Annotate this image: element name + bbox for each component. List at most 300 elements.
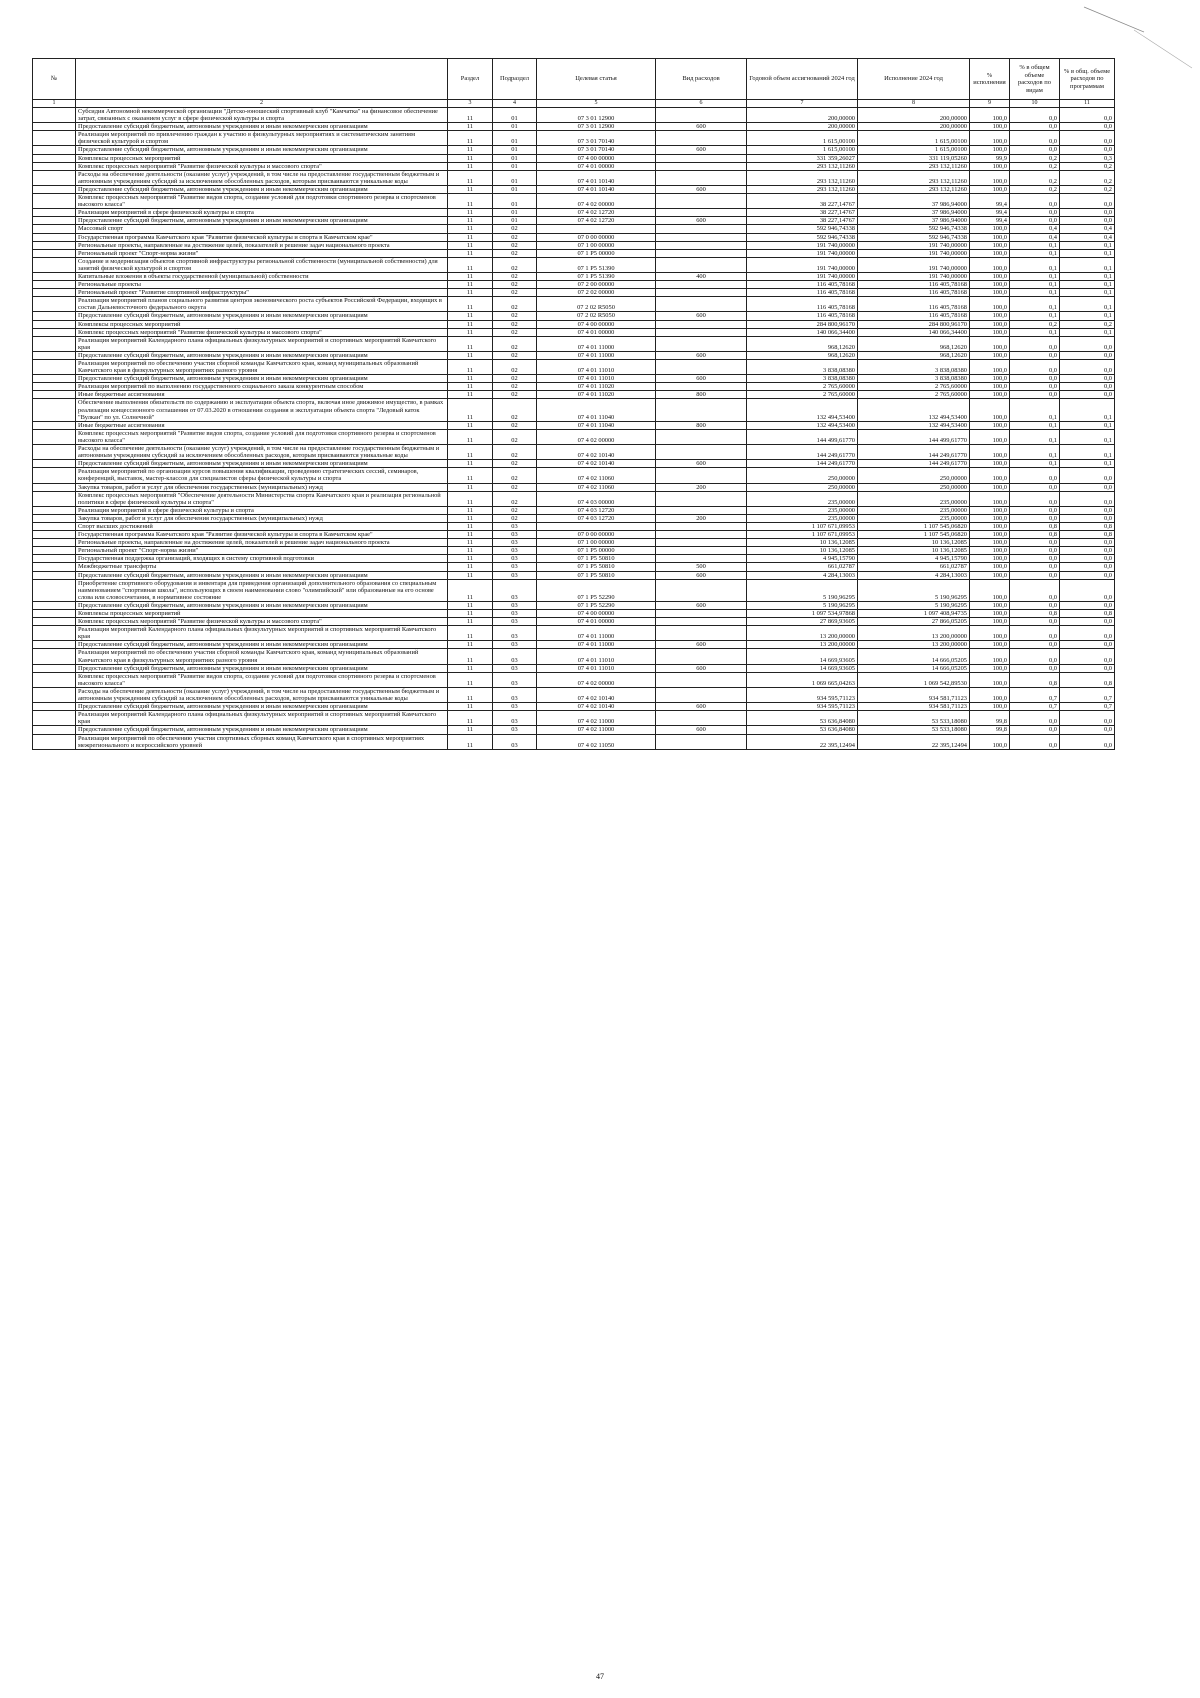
row-podrazdel-cell: 03	[493, 726, 537, 734]
row-plan-cell: 592 946,74338	[747, 225, 858, 233]
row-pct-cell: 100,0	[970, 383, 1010, 391]
row-vr-cell	[656, 249, 747, 257]
row-plan-cell: 144 499,61770	[747, 429, 858, 444]
row-share-program-cell: 0,1	[1060, 257, 1115, 272]
row-vr-cell	[656, 336, 747, 351]
row-fact-cell: 132 494,53400	[858, 421, 970, 429]
row-share-program-cell: 0,0	[1060, 555, 1115, 563]
table-row	[33, 209, 1115, 217]
row-podrazdel-cell: 02	[493, 328, 537, 336]
row-share-program-cell: 0,0	[1060, 506, 1115, 514]
row-vr-cell: 500	[656, 563, 747, 571]
row-razdel-cell: 11	[448, 579, 493, 601]
row-csr-cell: 07 1 P5 00000	[537, 249, 656, 257]
row-pct-cell: 100,0	[970, 108, 1010, 123]
row-number-cell	[33, 514, 76, 522]
row-podrazdel-cell: 02	[493, 289, 537, 297]
row-share-total-cell: 0,0	[1010, 641, 1060, 649]
table-row	[33, 162, 1115, 170]
row-fact-cell: 14 666,05205	[858, 664, 970, 672]
row-number-cell	[33, 531, 76, 539]
row-podrazdel-cell: 03	[493, 547, 537, 555]
row-plan-cell: 934 595,71123	[747, 703, 858, 711]
col-header-razdel: Раздел	[448, 59, 493, 100]
row-csr-cell: 07 4 01 11040	[537, 421, 656, 429]
row-plan-cell: 132 494,53400	[747, 421, 858, 429]
table-row	[33, 383, 1115, 391]
row-share-program-cell: 0,1	[1060, 429, 1115, 444]
row-razdel-cell: 11	[448, 146, 493, 154]
row-plan-cell: 293 132,11260	[747, 185, 858, 193]
row-number-cell	[33, 711, 76, 726]
row-podrazdel-cell: 02	[493, 249, 537, 257]
row-podrazdel-cell: 02	[493, 257, 537, 272]
row-vr-cell	[656, 225, 747, 233]
table-row	[33, 360, 1115, 375]
row-podrazdel-cell: 01	[493, 123, 537, 131]
row-share-total-cell: 0,1	[1010, 429, 1060, 444]
row-csr-cell: 07 1 P5 50810	[537, 571, 656, 579]
row-plan-cell: 200,00000	[747, 123, 858, 131]
row-name-cell: Комплексы процессных мероприятий	[76, 154, 448, 162]
row-plan-cell: 53 636,84080	[747, 726, 858, 734]
row-share-total-cell: 0,0	[1010, 726, 1060, 734]
row-name-cell: Реализация мероприятий по организации курсов повышения квалификации, проведению стратегических сессий, семинаров, конференций, выставок, мастер-классов для специалистов сферы физической культуры и спорта	[76, 468, 448, 483]
row-fact-cell: 934 581,71123	[858, 687, 970, 702]
row-share-program-cell: 0,0	[1060, 217, 1115, 225]
row-razdel-cell: 11	[448, 563, 493, 571]
row-csr-cell: 07 4 02 11000	[537, 711, 656, 726]
row-share-total-cell: 0,2	[1010, 154, 1060, 162]
row-csr-cell: 07 1 00 00000	[537, 539, 656, 547]
row-podrazdel-cell: 03	[493, 539, 537, 547]
row-plan-cell: 10 136,12085	[747, 547, 858, 555]
row-plan-cell: 13 200,00000	[747, 641, 858, 649]
row-plan-cell: 5 190,96295	[747, 579, 858, 601]
row-pct-cell: 100,0	[970, 233, 1010, 241]
row-razdel-cell: 11	[448, 483, 493, 491]
row-podrazdel-cell: 01	[493, 217, 537, 225]
row-share-total-cell: 0,0	[1010, 664, 1060, 672]
row-share-total-cell: 0,2	[1010, 320, 1060, 328]
row-pct-cell: 100,0	[970, 460, 1010, 468]
row-name-cell: Комплекс процессных мероприятий "Развитие видов спорта, создание условий для подготовки спортивного резерва и спортсменов высокого класса"	[76, 429, 448, 444]
row-share-program-cell: 0,1	[1060, 297, 1115, 312]
table-row	[33, 257, 1115, 272]
row-share-total-cell: 0,0	[1010, 563, 1060, 571]
row-fact-cell: 592 946,74338	[858, 225, 970, 233]
row-csr-cell: 07 4 01 11010	[537, 664, 656, 672]
row-share-total-cell: 0,0	[1010, 514, 1060, 522]
row-name-cell: Государственная программа Камчатского края "Развитие физической культуры и спорта в Камчатском крае"	[76, 233, 448, 241]
table-row	[33, 146, 1115, 154]
row-share-program-cell: 0,1	[1060, 328, 1115, 336]
row-name-cell: Предоставление субсидий бюджетным, автономным учреждениям и иным некоммерческим организациям	[76, 351, 448, 359]
row-number-cell	[33, 522, 76, 530]
row-plan-cell: 1 097 534,97868	[747, 610, 858, 618]
row-pct-cell: 100,0	[970, 649, 1010, 664]
row-number-cell	[33, 336, 76, 351]
row-podrazdel-cell: 02	[493, 336, 537, 351]
row-podrazdel-cell: 03	[493, 703, 537, 711]
row-podrazdel-cell: 02	[493, 383, 537, 391]
row-share-program-cell: 0,8	[1060, 672, 1115, 687]
row-plan-cell: 235,00000	[747, 514, 858, 522]
row-number-cell	[33, 351, 76, 359]
row-name-cell: Комплекс процессных мероприятий "Развитие видов спорта, создание условий для подготовки спортивного резерва и спортсменов высокого класса"	[76, 194, 448, 209]
row-fact-cell: 1 097 408,94735	[858, 610, 970, 618]
table-row	[33, 131, 1115, 146]
row-vr-cell	[656, 281, 747, 289]
row-vr-cell	[656, 531, 747, 539]
col-number: 6	[656, 100, 747, 108]
col-number: 4	[493, 100, 537, 108]
table-row	[33, 626, 1115, 641]
table-row	[33, 711, 1115, 726]
row-name-cell: Предоставление субсидий бюджетным, автономным учреждениям и иным некоммерческим организациям	[76, 664, 448, 672]
row-share-program-cell: 0,1	[1060, 312, 1115, 320]
row-pct-cell: 100,0	[970, 131, 1010, 146]
row-share-total-cell: 0,0	[1010, 649, 1060, 664]
row-csr-cell: 07 2 02 R5050	[537, 297, 656, 312]
row-podrazdel-cell: 01	[493, 131, 537, 146]
row-share-program-cell: 0,1	[1060, 445, 1115, 460]
row-csr-cell: 07 4 02 00000	[537, 672, 656, 687]
row-number-cell	[33, 185, 76, 193]
row-plan-cell: 1 107 671,09953	[747, 522, 858, 530]
row-number-cell	[33, 375, 76, 383]
row-razdel-cell: 11	[448, 297, 493, 312]
row-vr-cell	[656, 289, 747, 297]
row-number-cell	[33, 703, 76, 711]
row-csr-cell: 07 4 02 10140	[537, 703, 656, 711]
row-vr-cell	[656, 257, 747, 272]
row-vr-cell: 600	[656, 703, 747, 711]
row-number-cell	[33, 146, 76, 154]
row-vr-cell	[656, 241, 747, 249]
row-name-cell: Предоставление субсидий бюджетным, автономным учреждениям и иным некоммерческим организациям	[76, 460, 448, 468]
row-razdel-cell: 11	[448, 734, 493, 749]
row-number-cell	[33, 672, 76, 687]
table-row	[33, 272, 1115, 280]
row-podrazdel-cell: 01	[493, 146, 537, 154]
row-share-program-cell: 0,2	[1060, 320, 1115, 328]
row-razdel-cell: 11	[448, 571, 493, 579]
row-plan-cell: 1 615,00100	[747, 146, 858, 154]
row-razdel-cell: 11	[448, 375, 493, 383]
row-share-total-cell: 0,0	[1010, 491, 1060, 506]
row-name-cell: Предоставление субсидий бюджетным, автономным учреждениям и иным некоммерческим организациям	[76, 217, 448, 225]
row-csr-cell: 07 2 00 00000	[537, 281, 656, 289]
table-row	[33, 249, 1115, 257]
row-share-total-cell: 0,0	[1010, 108, 1060, 123]
table-row	[33, 289, 1115, 297]
row-vr-cell	[656, 445, 747, 460]
row-fact-cell: 116 405,78168	[858, 281, 970, 289]
row-share-total-cell: 0,1	[1010, 249, 1060, 257]
row-plan-cell: 3 838,08380	[747, 360, 858, 375]
table-row	[33, 170, 1115, 185]
row-vr-cell	[656, 468, 747, 483]
row-podrazdel-cell: 02	[493, 351, 537, 359]
table-body	[33, 108, 1115, 750]
row-fact-cell: 191 740,00000	[858, 249, 970, 257]
table-row	[33, 734, 1115, 749]
row-number-cell	[33, 563, 76, 571]
row-fact-cell: 5 190,96295	[858, 601, 970, 609]
row-razdel-cell: 11	[448, 421, 493, 429]
row-name-cell: Предоставление субсидий бюджетным, автономным учреждениям и иным некоммерческим организациям	[76, 641, 448, 649]
row-vr-cell	[656, 320, 747, 328]
row-share-program-cell: 0,2	[1060, 185, 1115, 193]
row-razdel-cell: 11	[448, 257, 493, 272]
row-fact-cell: 4 284,13003	[858, 571, 970, 579]
row-razdel-cell: 11	[448, 233, 493, 241]
table-row	[33, 522, 1115, 530]
col-number: 8	[858, 100, 970, 108]
row-fact-cell: 3 838,08380	[858, 360, 970, 375]
row-name-cell: Комплекс процессных мероприятий "Развитие физической культуры и массового спорта"	[76, 328, 448, 336]
row-plan-cell: 10 136,12085	[747, 539, 858, 547]
row-razdel-cell: 11	[448, 610, 493, 618]
table-row	[33, 664, 1115, 672]
table-row	[33, 217, 1115, 225]
row-share-program-cell: 0,4	[1060, 225, 1115, 233]
row-plan-cell: 1 615,00100	[747, 131, 858, 146]
row-pct-cell: 100,0	[970, 391, 1010, 399]
row-csr-cell: 07 4 02 11000	[537, 726, 656, 734]
row-plan-cell: 293 132,11260	[747, 170, 858, 185]
row-name-cell: Реализация мероприятий Календарного плана официальных физкультурных мероприятий и спортивных мероприятий Камчатского края	[76, 626, 448, 641]
row-pct-cell: 99,8	[970, 711, 1010, 726]
row-csr-cell: 07 4 01 00000	[537, 618, 656, 626]
row-fact-cell: 661,02787	[858, 563, 970, 571]
row-fact-cell: 191 740,00000	[858, 257, 970, 272]
row-pct-cell: 100,0	[970, 626, 1010, 641]
row-pct-cell: 100,0	[970, 571, 1010, 579]
table-row	[33, 241, 1115, 249]
row-razdel-cell: 11	[448, 281, 493, 289]
row-vr-cell	[656, 711, 747, 726]
row-pct-cell: 100,0	[970, 320, 1010, 328]
col-header-csr: Целевая статья	[537, 59, 656, 100]
row-podrazdel-cell: 03	[493, 563, 537, 571]
row-share-total-cell: 0,0	[1010, 579, 1060, 601]
row-number-cell	[33, 225, 76, 233]
row-number-cell	[33, 641, 76, 649]
row-fact-cell: 14 666,05205	[858, 649, 970, 664]
row-fact-cell: 10 136,12085	[858, 547, 970, 555]
row-vr-cell	[656, 328, 747, 336]
row-vr-cell: 600	[656, 460, 747, 468]
row-share-total-cell: 0,0	[1010, 483, 1060, 491]
col-header-vr: Вид расходов	[656, 59, 747, 100]
row-share-program-cell: 0,0	[1060, 618, 1115, 626]
row-fact-cell: 10 136,12085	[858, 539, 970, 547]
row-csr-cell: 07 4 01 00000	[537, 162, 656, 170]
row-csr-cell: 07 4 01 11000	[537, 351, 656, 359]
row-plan-cell: 250,00000	[747, 483, 858, 491]
col-number: 9	[970, 100, 1010, 108]
row-number-cell	[33, 429, 76, 444]
row-podrazdel-cell: 03	[493, 626, 537, 641]
row-razdel-cell: 11	[448, 123, 493, 131]
row-podrazdel-cell: 02	[493, 399, 537, 421]
row-pct-cell: 100,0	[970, 555, 1010, 563]
row-plan-cell: 14 669,93605	[747, 664, 858, 672]
row-fact-cell: 1 069 542,89530	[858, 672, 970, 687]
row-name-cell: Предоставление субсидий бюджетным, автономным учреждениям и иным некоммерческим организациям	[76, 185, 448, 193]
row-fact-cell: 592 946,74338	[858, 233, 970, 241]
row-share-total-cell: 0,7	[1010, 703, 1060, 711]
row-fact-cell: 235,00000	[858, 491, 970, 506]
row-fact-cell: 1 107 545,06820	[858, 522, 970, 530]
row-share-total-cell: 0,2	[1010, 170, 1060, 185]
table-row	[33, 185, 1115, 193]
row-csr-cell: 07 4 02 12720	[537, 217, 656, 225]
table-row	[33, 123, 1115, 131]
col-number: 1	[33, 100, 76, 108]
row-razdel-cell: 11	[448, 383, 493, 391]
row-name-cell: Региональные проекты, направленные на достижение целей, показателей и решение задач национального проекта	[76, 241, 448, 249]
row-fact-cell: 293 132,11260	[858, 185, 970, 193]
row-csr-cell: 07 2 02 R5050	[537, 312, 656, 320]
row-number-cell	[33, 360, 76, 375]
row-pct-cell: 100,0	[970, 664, 1010, 672]
row-razdel-cell: 11	[448, 289, 493, 297]
row-share-program-cell: 0,1	[1060, 281, 1115, 289]
row-name-cell: Капитальные вложения в объекты государственной (муниципальной) собственности	[76, 272, 448, 280]
budget-execution-table	[32, 58, 1115, 750]
row-razdel-cell: 11	[448, 649, 493, 664]
row-pct-cell: 100,0	[970, 162, 1010, 170]
row-number-cell	[33, 399, 76, 421]
row-csr-cell: 07 4 01 11020	[537, 391, 656, 399]
row-number-cell	[33, 209, 76, 217]
row-number-cell	[33, 421, 76, 429]
row-number-cell	[33, 328, 76, 336]
row-name-cell: Реализация мероприятий по обеспечению участия сборной команды Камчатского края, команд муниципальных образований Камчатского края в физкультурных мероприятиях разного уровня	[76, 360, 448, 375]
row-pct-cell: 100,0	[970, 522, 1010, 530]
row-name-cell: Предоставление субсидий бюджетным, автономным учреждениям и иным некоммерческим организациям	[76, 703, 448, 711]
row-name-cell: Региональный проект "Спорт-норма жизни"	[76, 547, 448, 555]
row-name-cell: Региональный проект "Развитие спортивной инфраструктуры"	[76, 289, 448, 297]
table-row	[33, 555, 1115, 563]
row-razdel-cell: 11	[448, 626, 493, 641]
row-share-total-cell: 0,1	[1010, 241, 1060, 249]
row-fact-cell: 4 945,15790	[858, 555, 970, 563]
row-vr-cell: 600	[656, 312, 747, 320]
table-row	[33, 547, 1115, 555]
row-podrazdel-cell: 02	[493, 391, 537, 399]
row-csr-cell: 07 4 01 11010	[537, 375, 656, 383]
row-share-program-cell: 0,0	[1060, 571, 1115, 579]
row-number-cell	[33, 483, 76, 491]
row-number-cell	[33, 312, 76, 320]
row-plan-cell: 132 494,53400	[747, 399, 858, 421]
row-share-program-cell: 0,1	[1060, 272, 1115, 280]
row-share-program-cell: 0,1	[1060, 289, 1115, 297]
row-number-cell	[33, 297, 76, 312]
table-row	[33, 399, 1115, 421]
row-share-program-cell: 0,1	[1060, 241, 1115, 249]
row-share-program-cell: 0,4	[1060, 233, 1115, 241]
row-vr-cell: 600	[656, 123, 747, 131]
row-share-program-cell: 0,0	[1060, 563, 1115, 571]
row-razdel-cell: 11	[448, 726, 493, 734]
row-number-cell	[33, 601, 76, 609]
table-row	[33, 618, 1115, 626]
col-number: 2	[76, 100, 448, 108]
row-share-total-cell: 0,0	[1010, 123, 1060, 131]
row-csr-cell: 07 4 01 11000	[537, 336, 656, 351]
row-podrazdel-cell: 01	[493, 185, 537, 193]
row-number-cell	[33, 257, 76, 272]
row-plan-cell: 1 107 671,09953	[747, 531, 858, 539]
row-name-cell: Закупка товаров, работ и услуг для обеспечения государственных (муниципальных) нужд	[76, 483, 448, 491]
row-razdel-cell: 11	[448, 272, 493, 280]
table-row	[33, 445, 1115, 460]
col-header-pct: % исполнения	[970, 59, 1010, 100]
row-name-cell: Создание и модернизация объектов спортивной инфраструктуры региональной собственности (муниципальной собственности) для занятий физической культурой и спортом	[76, 257, 448, 272]
row-fact-cell: 293 132,11260	[858, 162, 970, 170]
row-number-cell	[33, 233, 76, 241]
row-name-cell: Реализация мероприятий в сфере физической культуры и спорта	[76, 209, 448, 217]
row-share-total-cell: 0,0	[1010, 468, 1060, 483]
row-pct-cell: 99,8	[970, 726, 1010, 734]
row-fact-cell: 2 765,60000	[858, 383, 970, 391]
row-fact-cell: 1 615,00100	[858, 146, 970, 154]
column-number-row	[33, 100, 1115, 108]
row-share-total-cell: 0,0	[1010, 601, 1060, 609]
row-number-cell	[33, 687, 76, 702]
row-podrazdel-cell: 02	[493, 468, 537, 483]
table-row	[33, 336, 1115, 351]
row-vr-cell	[656, 360, 747, 375]
row-razdel-cell: 11	[448, 170, 493, 185]
row-plan-cell: 1 069 665,04263	[747, 672, 858, 687]
row-share-total-cell: 0,4	[1010, 225, 1060, 233]
row-vr-cell	[656, 429, 747, 444]
row-name-cell: Расходы на обеспечение деятельности (оказание услуг) учреждений, в том числе на предоставление государственным бюджетным и автономным учреждениям субсидий за исключением обособленных расходов, которым присваиваются уникальные коды	[76, 170, 448, 185]
row-plan-cell: 200,00000	[747, 108, 858, 123]
row-csr-cell: 07 4 02 12720	[537, 209, 656, 217]
row-csr-cell	[537, 225, 656, 233]
row-number-cell	[33, 468, 76, 483]
row-csr-cell: 07 0 00 00000	[537, 531, 656, 539]
row-podrazdel-cell: 02	[493, 460, 537, 468]
row-share-total-cell: 0,1	[1010, 297, 1060, 312]
table-row	[33, 391, 1115, 399]
row-csr-cell: 07 4 01 11000	[537, 626, 656, 641]
col-number: 5	[537, 100, 656, 108]
row-number-cell	[33, 618, 76, 626]
table-row	[33, 601, 1115, 609]
row-fact-cell: 968,12620	[858, 351, 970, 359]
row-number-cell	[33, 241, 76, 249]
row-plan-cell: 13 200,00000	[747, 626, 858, 641]
row-fact-cell: 37 986,94000	[858, 194, 970, 209]
row-podrazdel-cell: 02	[493, 429, 537, 444]
row-vr-cell	[656, 162, 747, 170]
table-row	[33, 579, 1115, 601]
row-number-cell	[33, 281, 76, 289]
row-podrazdel-cell: 02	[493, 514, 537, 522]
row-share-program-cell: 0,0	[1060, 649, 1115, 664]
row-pct-cell: 100,0	[970, 506, 1010, 514]
row-razdel-cell: 11	[448, 154, 493, 162]
row-podrazdel-cell: 02	[493, 320, 537, 328]
